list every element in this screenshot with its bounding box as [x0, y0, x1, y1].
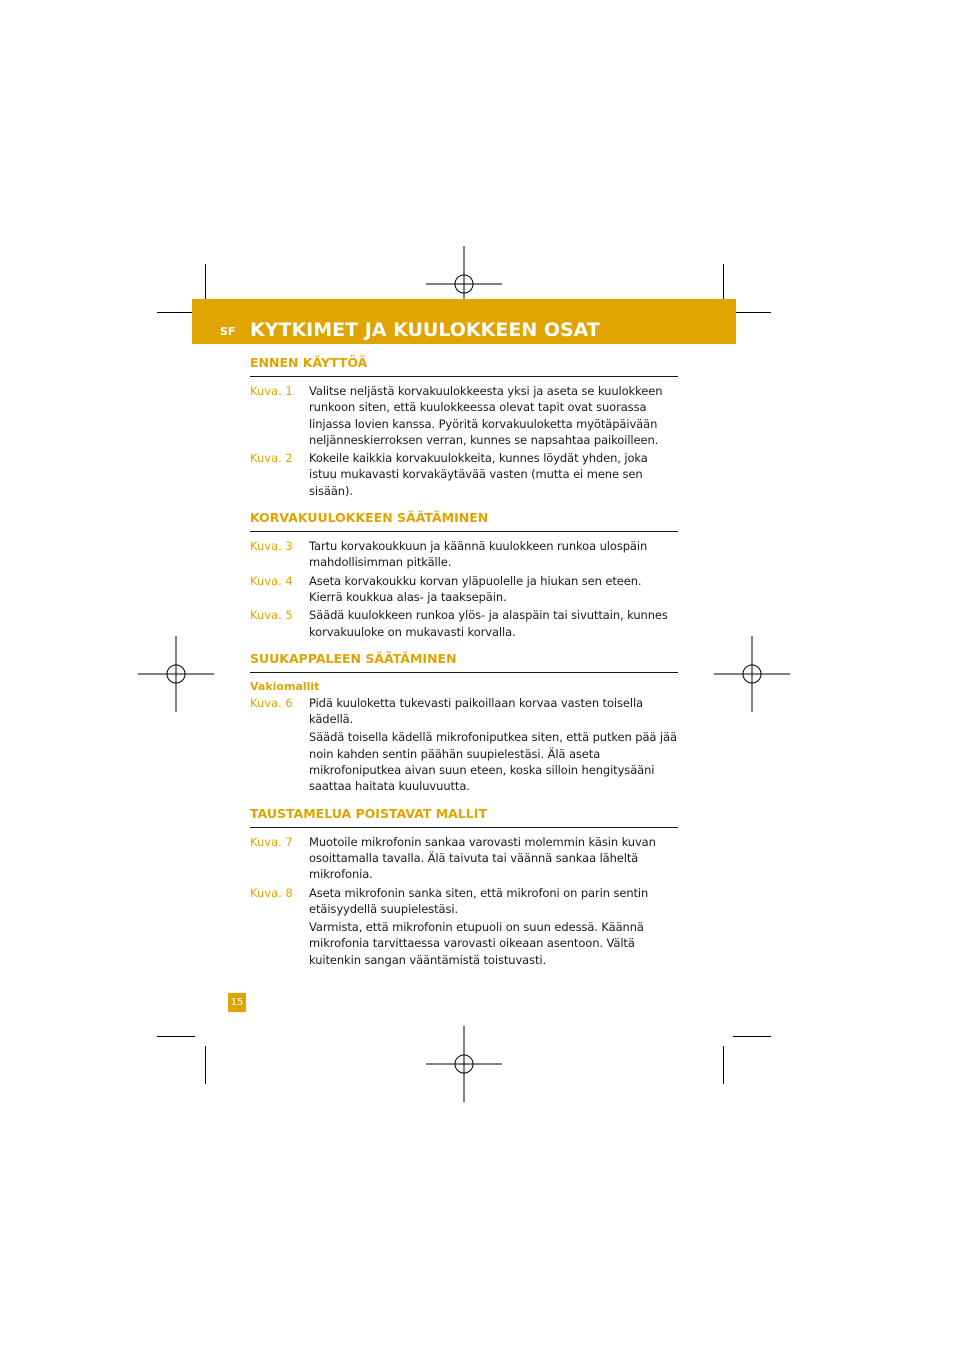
crop-mark-bottom-right-horizontal — [733, 1036, 771, 1037]
instruction-item — [250, 607, 678, 640]
section-before-use — [250, 354, 678, 499]
page-number: 15 — [228, 993, 246, 1012]
crop-mark-top-right-vertical — [723, 264, 724, 302]
instruction-item — [250, 450, 678, 499]
section-heading: TAUSTAMELUA POISTAVAT MALLIT — [250, 805, 678, 828]
figure-ref: Kuva. 2 — [250, 451, 293, 466]
instruction-text: Tartu korvakoukkuun ja käännä kuulokkeen runkoa ulospäin mahdollisimman pitkälle. — [309, 539, 648, 570]
figure-ref: Kuva. 4 — [250, 573, 293, 588]
figure-ref: Kuva. 7 — [250, 834, 293, 849]
section-noise-cancelling — [250, 805, 678, 968]
instruction-item — [250, 729, 678, 794]
instruction-text: Säädä toisella kädellä mikrofoniputkea siten, että putken pää jää noin kahden sentin päähän suupielestäsi. Älä aseta mikrofoniputkea aivan suun eteen, koska silloin hengitysääni saattaa haitata kuuluvuutta. — [309, 730, 677, 794]
crop-mark-top-left-horizontal — [157, 312, 195, 313]
instruction-item — [250, 383, 678, 448]
instruction-text: Muotoile mikrofonin sankaa varovasti molemmin käsin kuvan osoittamalla tavalla. Älä taivuta tai väännä sankaa läheltä mikrofonia. — [309, 834, 656, 882]
instruction-item — [250, 885, 678, 918]
crop-mark-top-right-horizontal — [733, 312, 771, 313]
instruction-text: Aseta korvakoukku korvan yläpuolelle ja hiukan sen eteen. Kierrä koukkua alas- ja taaksepäin. — [309, 573, 642, 604]
main-content — [250, 354, 678, 978]
instruction-text: Varmista, että mikrofonin etupuoli on suun edessä. Käännä mikrofonia tarvittaessa varovasti oikeaan asentoon. Vältä kuitenkin sangan vääntämistä toistuvasti. — [309, 920, 644, 967]
registration-mark-left — [138, 636, 214, 712]
figure-ref — [250, 919, 309, 968]
instruction-item — [250, 538, 678, 571]
section-heading: KORVAKUULOKKEEN SÄÄTÄMINEN — [250, 509, 678, 532]
figure-ref — [250, 729, 309, 794]
instruction-item — [250, 919, 678, 968]
instruction-text: Kokeile kaikkia korvakuulokkeita, kunnes löydät yhden, joka istuu mukavasti korvakäytävää vasten (mutta ei mene sen sisään). — [309, 451, 648, 498]
registration-mark-right — [714, 636, 790, 712]
crop-mark-bottom-right-vertical — [723, 1046, 724, 1084]
crop-mark-top-left-vertical — [205, 264, 206, 302]
section-earpiece-adjust — [250, 509, 678, 640]
figure-ref: Kuva. 8 — [250, 885, 293, 900]
section-mouthpiece-adjust — [250, 650, 678, 795]
section-heading: ENNEN KÄYTTÖÄ — [250, 354, 678, 377]
figure-ref: Kuva. 6 — [250, 695, 293, 710]
instruction-text: Aseta mikrofonin sanka siten, että mikrofoni on parin sentin etäisyydellä suupielestäsi. — [309, 885, 649, 916]
instruction-item — [250, 695, 678, 728]
figure-ref: Kuva. 3 — [250, 539, 293, 554]
language-code: SF — [220, 325, 236, 338]
crop-mark-bottom-left-vertical — [205, 1046, 206, 1084]
crop-mark-bottom-left-horizontal — [157, 1036, 195, 1037]
section-heading: SUUKAPPALEEN SÄÄTÄMINEN — [250, 650, 678, 673]
figure-ref: Kuva. 1 — [250, 384, 293, 398]
instruction-text: Säädä kuulokkeen runkoa ylös- ja alaspäin tai sivuttain, kunnes korvakuuloke on mukavasti korvalla. — [309, 608, 668, 639]
instruction-item — [250, 834, 678, 883]
page-title: KYTKIMET JA KUULOKKEEN OSAT — [250, 319, 600, 341]
section-subheading: Vakiomallit — [250, 679, 320, 693]
instruction-item — [250, 573, 678, 606]
figure-ref: Kuva. 5 — [250, 608, 293, 623]
instruction-text: Valitse neljästä korvakuulokkeesta yksi ja aseta se kuulokkeen runkoon siten, että kuulokkeessa olevat tapit ovat suorassa linjassa lovien kanssa. Pyöritä korvakuuloketta myötäpäivään neljänneskierroksen verran, kunnes se napsahtaa paikoilleen. — [309, 384, 663, 447]
registration-mark-bottom — [426, 1026, 502, 1102]
instruction-text: Pidä kuuloketta tukevasti paikoillaan korvaa vasten toisella kädellä. — [309, 695, 644, 727]
